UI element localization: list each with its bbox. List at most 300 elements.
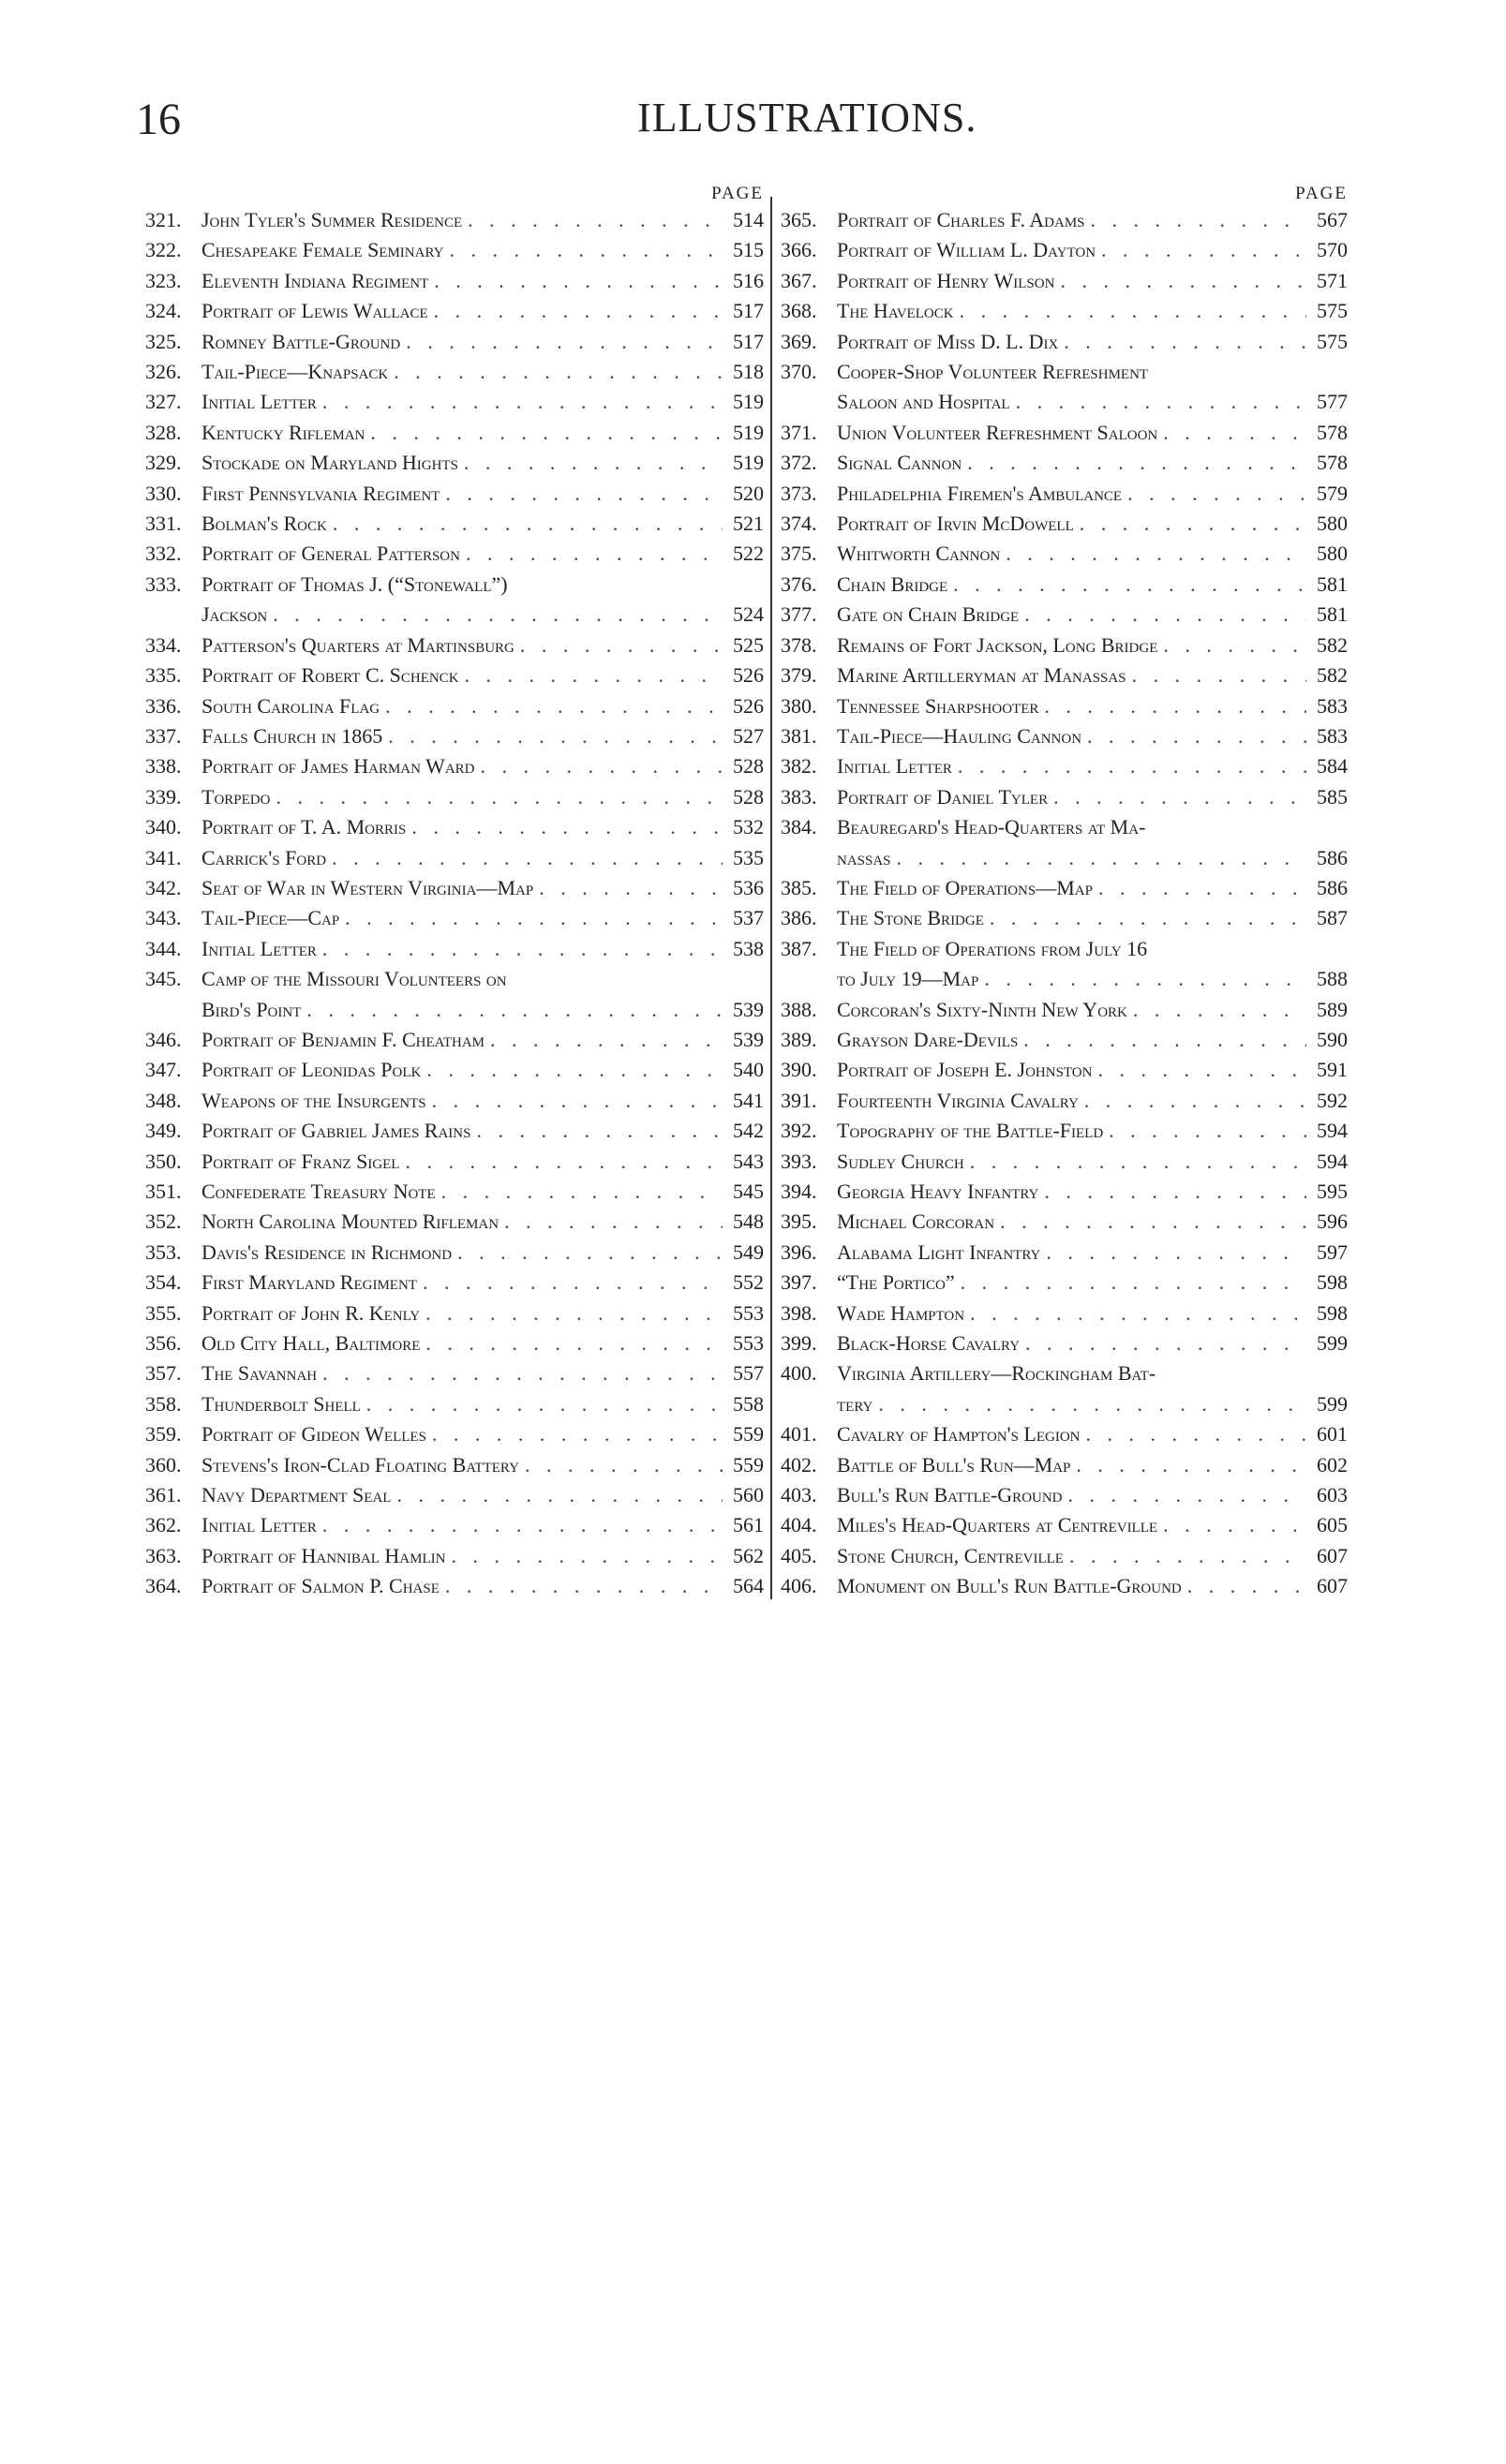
entry-title: Patterson's Quarters at Martinsburg (201, 632, 514, 657)
entry-line (201, 418, 764, 448)
entry-number: 403. (781, 1483, 817, 1507)
entry-title: Alabama Light Infantry (837, 1239, 1041, 1264)
entry-title: Portrait of Benjamin F. Cheatham (201, 1027, 485, 1051)
entry-number: 378. (781, 632, 817, 657)
entry-body (201, 1571, 764, 1601)
entry-line (837, 539, 1348, 569)
dot-leader (1070, 1450, 1306, 1480)
dot-leader (400, 327, 723, 357)
entry-line (201, 1328, 764, 1358)
list-item (781, 1055, 1348, 1085)
entry-page: 585 (1317, 784, 1348, 809)
entry-number: 394. (781, 1180, 817, 1203)
dot-leader (406, 812, 723, 842)
entry-body (837, 721, 1348, 751)
entry-page: 549 (733, 1239, 764, 1264)
entry-page: 527 (733, 723, 764, 748)
list-item (145, 235, 764, 265)
dot-leader (317, 1358, 723, 1388)
entry-page: 579 (1317, 481, 1348, 505)
entry-page: 589 (1317, 997, 1348, 1021)
entry-body (837, 235, 1348, 265)
entry-body (201, 1541, 764, 1571)
entry-title: Thunderbolt Shell (201, 1391, 361, 1416)
entry-page: 596 (1317, 1210, 1348, 1234)
entry-line (201, 1147, 764, 1177)
entry-title: Miles's Head-Quarters at Centreville (837, 1513, 1158, 1537)
list-item (145, 812, 764, 842)
entry-page: 539 (733, 1027, 764, 1051)
entry-line (837, 631, 1348, 661)
entry-number: 405. (781, 1543, 817, 1567)
dot-leader (1063, 1480, 1306, 1510)
list-item (145, 843, 764, 873)
entry-title: First Pennsylvania Regiment (201, 481, 440, 505)
entry-page: 528 (733, 784, 764, 809)
entry-page: 581 (1317, 602, 1348, 627)
entry-body (837, 995, 1348, 1025)
entry-number: 338. (145, 754, 182, 779)
entry-number: 354. (145, 1270, 182, 1295)
list-item (145, 751, 764, 781)
entry-line (201, 235, 764, 265)
entry-title: Battle of Bull's Run—Map (837, 1452, 1071, 1477)
list-item (781, 357, 1348, 418)
entry-page: 538 (733, 936, 764, 960)
entry-number: 329. (145, 451, 182, 475)
dot-leader (317, 934, 723, 964)
entry-page: 582 (1317, 632, 1348, 657)
entry-line (837, 873, 1348, 903)
entry-body (201, 1025, 764, 1055)
entry-title: Bolman's Rock (201, 512, 327, 536)
entry-page: 562 (733, 1543, 764, 1567)
entry-line (201, 1268, 764, 1298)
entry-number: 358. (145, 1391, 182, 1416)
entry-body (837, 1419, 1348, 1449)
entry-page: 594 (1317, 1119, 1348, 1143)
entry-body (837, 812, 1348, 873)
entry-title: Torpedo (201, 784, 271, 809)
page-column-label: PAGE (711, 184, 764, 203)
entry-line (837, 1419, 1348, 1449)
entry-title: The Savannah (201, 1361, 318, 1386)
entry-page: 532 (733, 815, 764, 839)
list-item (145, 782, 764, 812)
entry-line (837, 1086, 1348, 1116)
entry-page: 535 (733, 845, 764, 869)
entry-title: Portrait of Leonidas Polk (201, 1058, 422, 1082)
dot-leader (1074, 509, 1306, 539)
list-item (145, 1510, 764, 1540)
list-item (781, 995, 1348, 1025)
entry-page: 598 (1317, 1300, 1348, 1325)
entry-line (201, 1177, 764, 1207)
entry-page: 526 (733, 663, 764, 688)
entry-number: 383. (781, 784, 817, 809)
dot-leader (962, 448, 1306, 478)
entry-body (201, 448, 764, 478)
entry-body (201, 539, 764, 569)
entry-number: 349. (145, 1119, 182, 1143)
entry-line (837, 1116, 1348, 1146)
entry-number: 376. (781, 571, 817, 596)
entry-title: Portrait of Gabriel James Rains (201, 1119, 471, 1143)
list-item (145, 509, 764, 539)
list-item (781, 1541, 1348, 1571)
entry-number: 334. (145, 632, 182, 657)
entry-body (201, 570, 764, 631)
dot-leader (317, 1510, 723, 1540)
entry-title: Signal Cannon (837, 451, 962, 475)
list-item (145, 1299, 764, 1328)
dot-leader (445, 1541, 723, 1571)
entry-body (201, 296, 764, 326)
entry-page: 536 (733, 875, 764, 899)
entry-number: 389. (781, 1027, 817, 1051)
entry-number: 333. (145, 571, 182, 596)
entry-page: 581 (1317, 571, 1348, 596)
dot-leader (533, 873, 723, 903)
entry-title: Bird's Point (201, 997, 302, 1021)
dot-leader (1103, 1116, 1306, 1146)
list-item (781, 1299, 1348, 1328)
entry-number: 372. (781, 451, 817, 475)
list-item (781, 1450, 1348, 1480)
entry-line (201, 357, 764, 387)
entry-line (201, 782, 764, 812)
entry-line (201, 995, 764, 1025)
list-item (781, 1147, 1348, 1177)
entry-line (201, 1238, 764, 1268)
entry-body (201, 964, 764, 1025)
entry-number: 331. (145, 512, 182, 536)
entry-line (837, 1541, 1348, 1571)
entry-title: South Carolina Flag (201, 693, 380, 718)
entry-title: Portrait of Irvin McDowell (837, 512, 1074, 536)
entry-page: 607 (1317, 1543, 1348, 1567)
entry-number: 327. (145, 390, 182, 414)
entry-line (201, 691, 764, 721)
entry-number: 350. (145, 1149, 182, 1173)
entry-body (837, 448, 1348, 478)
list-item (145, 418, 764, 448)
entry-title: Grayson Dare-Devils (837, 1027, 1019, 1051)
entry-page: 580 (1317, 542, 1348, 566)
entry-body (201, 1207, 764, 1237)
entry-number: 341. (145, 845, 182, 869)
list-item (145, 1419, 764, 1449)
entry-line (201, 751, 764, 781)
entry-title: Portrait of Salmon P. Chase (201, 1574, 440, 1598)
dot-leader (1081, 721, 1306, 751)
dot-leader (1157, 418, 1306, 448)
dot-leader (417, 1268, 723, 1298)
entry-page: 605 (1317, 1513, 1348, 1537)
entry-line (201, 1207, 764, 1237)
entry-page: 519 (733, 420, 764, 444)
dot-leader (460, 539, 723, 569)
entry-line (837, 661, 1348, 690)
entry-page: 514 (733, 208, 764, 231)
entry-number: 357. (145, 1361, 182, 1386)
dot-leader (955, 1268, 1306, 1298)
list-item (781, 1480, 1348, 1510)
entry-page: 587 (1317, 906, 1348, 930)
entry-page: 515 (733, 238, 764, 262)
entry-body (837, 1025, 1348, 1055)
entry-page: 577 (1317, 390, 1348, 414)
entry-line (837, 1299, 1348, 1328)
entry-body (201, 235, 764, 265)
dot-leader (436, 1177, 723, 1207)
list-item (781, 327, 1348, 357)
list-item (145, 570, 764, 631)
entry-line (837, 721, 1348, 751)
entry-line (837, 509, 1348, 539)
entry-page: 520 (733, 481, 764, 505)
list-item (145, 631, 764, 661)
entry-number: 373. (781, 481, 817, 505)
entry-page: 559 (733, 1422, 764, 1447)
entry-line (837, 964, 1348, 994)
dot-leader (499, 1207, 723, 1237)
entry-body (201, 1328, 764, 1358)
entry-body (201, 691, 764, 721)
entry-body (837, 539, 1348, 569)
entry-title: Stone Church, Centreville (837, 1543, 1064, 1567)
entry-number: 387. (781, 936, 817, 960)
entry-title: Portrait of Miss D. L. Dix (837, 329, 1059, 353)
entry-number: 369. (781, 329, 817, 353)
dot-leader (1018, 1025, 1306, 1055)
entry-body (201, 1419, 764, 1449)
entry-title: Portrait of General Patterson (201, 542, 460, 566)
dot-leader (952, 751, 1306, 781)
entry-body (201, 1238, 764, 1268)
entry-number: 335. (145, 663, 182, 688)
list-item (145, 661, 764, 690)
entry-body (837, 1571, 1348, 1601)
entry-body (201, 1389, 764, 1419)
list-item (145, 903, 764, 933)
entry-page: 583 (1317, 723, 1348, 748)
entry-title: Portrait of William L. Dayton (837, 238, 1096, 262)
entry-page: 575 (1317, 329, 1348, 353)
list-item (781, 266, 1348, 296)
entry-line (201, 327, 764, 357)
entry-body (837, 1238, 1348, 1268)
entry-title: Portrait of Robert C. Schenck (201, 663, 459, 688)
entry-page: 559 (733, 1452, 764, 1477)
entry-number: 406. (781, 1574, 817, 1598)
dot-leader (382, 721, 723, 751)
list-item (781, 296, 1348, 326)
entry-number: 348. (145, 1088, 182, 1112)
entry-line (837, 1571, 1348, 1601)
entry-title: Corcoran's Sixty-Ninth New York (837, 997, 1127, 1021)
entry-line (201, 266, 764, 296)
entry-number: 324. (145, 299, 182, 323)
entry-line (201, 205, 764, 235)
entry-title: Portrait of Hannibal Hamlin (201, 1543, 446, 1567)
entry-page: 517 (733, 299, 764, 323)
entry-line (201, 296, 764, 326)
entry-title: Cooper-Shop Volunteer Refreshment (837, 360, 1149, 384)
entry-body (201, 387, 764, 417)
entry-body (837, 205, 1348, 235)
entry-page: 597 (1317, 1239, 1348, 1264)
entry-line (201, 1389, 764, 1419)
entry-body (837, 1541, 1348, 1571)
entry-page: 592 (1317, 1088, 1348, 1112)
entry-title: Tail-Piece—Knapsack (201, 360, 389, 384)
entry-page: 541 (733, 1088, 764, 1112)
entry-page: 584 (1317, 754, 1348, 779)
entry-page: 521 (733, 512, 764, 536)
entry-title: nassas (837, 845, 891, 869)
entry-line (201, 812, 764, 842)
entry-title: Portrait of T. A. Morris (201, 815, 407, 839)
entry-body (201, 1055, 764, 1085)
entry-body (837, 509, 1348, 539)
entry-number: 386. (781, 906, 817, 930)
entry-number: 359. (145, 1422, 182, 1447)
dot-leader (1093, 873, 1306, 903)
entry-page: 524 (733, 602, 764, 627)
entry-body (837, 1055, 1348, 1085)
entry-line (837, 1450, 1348, 1480)
entry-body (837, 1116, 1348, 1146)
entry-page: 599 (1317, 1331, 1348, 1356)
list-item (781, 539, 1348, 569)
entry-number: 347. (145, 1058, 182, 1082)
entry-number: 402. (781, 1452, 817, 1477)
list-item (781, 691, 1348, 721)
entry-line (201, 1480, 764, 1510)
entry-line (201, 1510, 764, 1540)
entry-page: 519 (733, 451, 764, 475)
dot-leader (326, 843, 723, 873)
list-item (781, 873, 1348, 903)
entry-body (201, 751, 764, 781)
entry-body (837, 1086, 1348, 1116)
entry-line (837, 600, 1348, 630)
entry-line (837, 782, 1348, 812)
list-item (145, 691, 764, 721)
entry-page: 540 (733, 1058, 764, 1082)
entry-page: 539 (733, 997, 764, 1021)
entry-body (837, 327, 1348, 357)
entry-page: 553 (733, 1331, 764, 1356)
dot-leader (420, 1299, 723, 1328)
entry-title: Romney Battle-Ground (201, 329, 401, 353)
entry-page: 580 (1317, 512, 1348, 536)
entry-body (201, 903, 764, 933)
list-item (145, 1238, 764, 1268)
entry-title: Kentucky Rifleman (201, 420, 365, 444)
entry-line (201, 1299, 764, 1328)
list-item (145, 1177, 764, 1207)
list-item (781, 1358, 1348, 1419)
entry-line (201, 1086, 764, 1116)
dot-leader (388, 357, 723, 387)
entry-title: Tail-Piece—Hauling Cannon (837, 723, 1082, 748)
entry-number: 379. (781, 663, 817, 688)
dot-leader (994, 1207, 1306, 1237)
entry-number: 355. (145, 1300, 182, 1325)
list-item (145, 539, 764, 569)
list-item (781, 1268, 1348, 1298)
entry-body (837, 1450, 1348, 1480)
dot-leader (485, 1025, 723, 1055)
entry-line (201, 600, 764, 630)
list-item (145, 1541, 764, 1571)
entry-page: 553 (733, 1300, 764, 1325)
entry-number: 323. (145, 268, 182, 292)
dot-leader (1127, 995, 1306, 1025)
dot-leader (426, 1419, 723, 1449)
entry-number: 332. (145, 542, 182, 566)
entry-page: 567 (1317, 208, 1348, 231)
entry-title: Initial Letter (201, 390, 317, 414)
entry-number: 352. (145, 1210, 182, 1234)
entry-number: 400. (781, 1361, 817, 1386)
dot-leader (458, 448, 723, 478)
entry-number: 380. (781, 693, 817, 718)
entry-body (201, 1177, 764, 1207)
dot-leader (391, 1480, 723, 1510)
entry-title: Portrait of Thomas J. (“Stonewall”) (201, 571, 508, 596)
entry-body (837, 873, 1348, 903)
dot-leader (440, 479, 723, 509)
entry-line (837, 418, 1348, 448)
entry-number: 360. (145, 1452, 182, 1477)
list-item (781, 934, 1348, 995)
entry-line (201, 1025, 764, 1055)
list-item (145, 1147, 764, 1177)
entry-body (201, 661, 764, 690)
entry-number: 368. (781, 299, 817, 323)
entry-title: Fourteenth Virginia Cavalry (837, 1088, 1079, 1112)
entry-line (837, 448, 1348, 478)
running-title: ILLUSTRATIONS. (637, 95, 977, 141)
entry-number: 395. (781, 1210, 817, 1234)
list-item (781, 1116, 1348, 1146)
entry-number: 401. (781, 1422, 817, 1447)
list-item (781, 600, 1348, 630)
entry-title: Cavalry of Hampton's Legion (837, 1422, 1081, 1447)
dot-leader (267, 600, 723, 630)
entry-body (201, 266, 764, 296)
list-item (145, 1207, 764, 1237)
list-item (781, 479, 1348, 509)
entry-title: Portrait of Charles F. Adams (837, 208, 1085, 231)
dot-leader (443, 235, 723, 265)
dot-leader (361, 1389, 723, 1419)
entry-number: 404. (781, 1513, 817, 1537)
entry-page: 560 (733, 1483, 764, 1507)
list-item (781, 631, 1348, 661)
entry-body (201, 721, 764, 751)
entry-body (201, 812, 764, 842)
entry-body (837, 782, 1348, 812)
entry-title: Portrait of Lewis Wallace (201, 299, 428, 323)
list-item (781, 448, 1348, 478)
dot-leader (1079, 1086, 1306, 1116)
list-item (145, 479, 764, 509)
entry-number: 330. (145, 481, 182, 505)
